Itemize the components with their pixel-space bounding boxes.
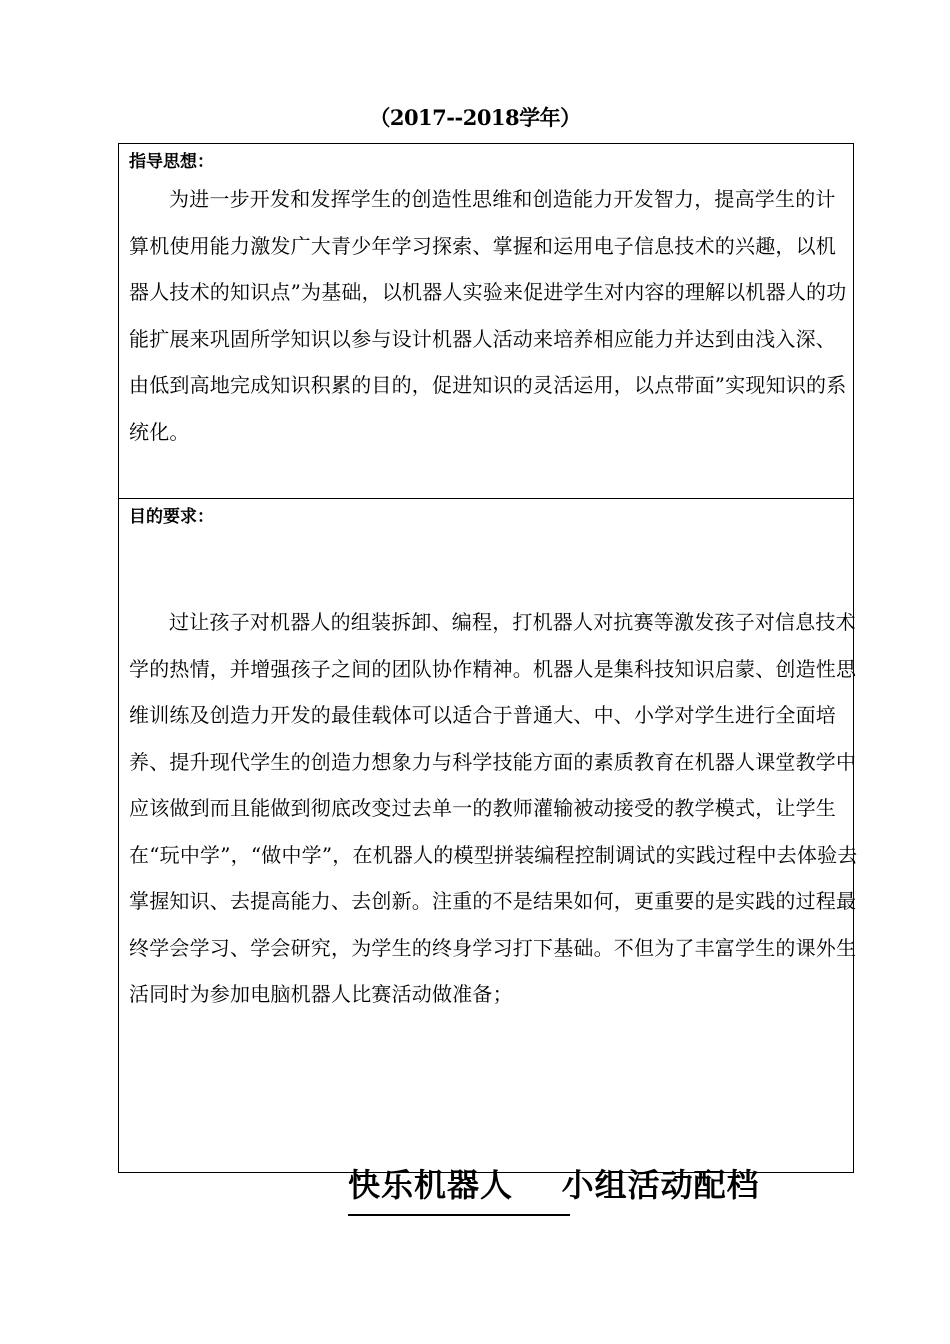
goals-paragraph: 过让孩子对机器人的组装拆卸、编程，打机器人对抗赛等激发孩子对信息技术学的热情，并增强孩子之间的团队协作精神。机器人是集科技知识启蒙、创造性思维训练及创造力开发的最佳载体可以适合于普通大、中、小学对学生进行全面培养、提升现代学生的创造力想象力与科学技能方面的素质教育在机器人课堂教学中应该做到而且能做到彻底改变过去单一的教师灌输被动接受的教学模式，让学生在“玩中学”，“做中学”，在机器人的模型拼装编程控制调试的实践过程中去体验去掌握知识、去提高能力、去创新。注重的不是结果如何，更重要的是实践的过程最终学会学习、学会研究，为学生的终身学习打下基础。不但为了丰富学生的课外生活同时为参加电脑机器人比赛活动做准备；	[129, 610, 858, 1006]
section-divider	[119, 498, 853, 499]
guiding-thought-heading: 指导思想：	[129, 152, 214, 172]
school-year-title: （2017--2018学年）	[369, 105, 581, 130]
guiding-thought-paragraph: 为进一步开发和发挥学生的创造性思维和创造能力开发智力，提高学生的计算机使用能力激发广大青少年学习探索、掌握和运用电子信息技术的兴趣，以机器人技术的知识点”为基础，以机器人实验来促进学生对内容的理解以机器人的功能扩展来巩固所学知识以参与设计机器人活动来培养相应能力并达到由浅入深、由低到高地完成知识积累的目的，促进知识的灵活运用，以点带面”实现知识的系统化。	[129, 187, 847, 444]
title-underline	[348, 1214, 570, 1216]
activity-plan-table	[118, 143, 858, 1173]
goals-heading: 目的要求：	[129, 507, 214, 527]
group-activity-title: 快乐机器人 小组活动配档	[348, 1166, 760, 1204]
